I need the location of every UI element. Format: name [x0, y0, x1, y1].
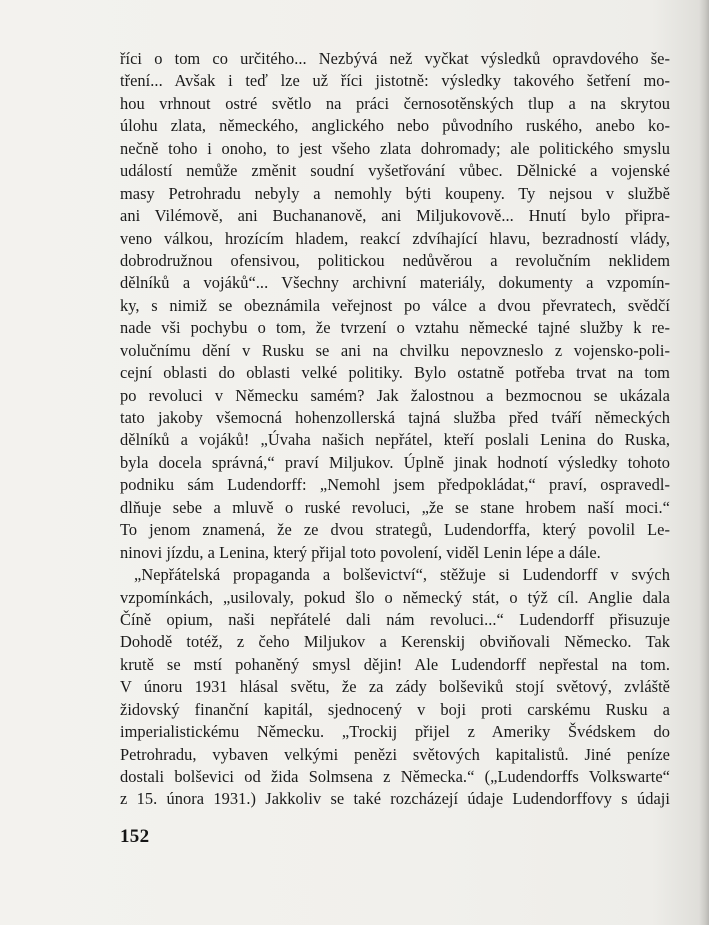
text-line-32: Petrohradu, vybaven velkými penězi světových kapitalistů. Jiné peníze: [120, 744, 670, 764]
text-line-2: tření... Avšak i teď lze už říci jistotně: výsledky takového šetření mo-: [120, 71, 670, 91]
text-line-9: veno válkou, hrozícím hladem, reakcí zdvíhající hlavu, bezradností vlády,: [120, 228, 670, 248]
text-line-18: dělníků a vojáků! „Úvaha našich nepřátel, kteří poslali Lenina do Ruska,: [120, 430, 670, 450]
text-line-21: dlňuje sebe a mluvě o ruské revoluci, „že se stane hrobem naší moci.“: [120, 497, 670, 517]
text-line-28: krutě se mstí pohaněný smysl dějin! Ale Ludendorff nepřestal na tom.: [120, 654, 670, 674]
text-line-10: dobrodružnou ofensivou, politickou nedůvěrou a revolučním neklidem: [120, 250, 670, 270]
text-line-13: nade vši pochybu o tom, že tvrzení o vztahu německé tajné služby k re-: [120, 318, 670, 338]
text-line-8: ani Vilémově, ani Buchananově, ani Miljukovově... Hnutí bylo připra-: [120, 206, 670, 226]
text-line-30: židovský finanční kapitál, sjednocený v boji proti carskému Rusku a: [120, 699, 670, 719]
text-line-34: z 15. února 1931.) Jakkoliv se také rozcházejí údaje Ludendorffovy s údaji: [120, 789, 670, 809]
text-line-3: hou vrhnout ostré světlo na práci černosotěnských tlup a na skrytou: [120, 93, 670, 113]
text-line-31: imperialistickému Německu. „Trockij přijel z Ameriky Švédskem do: [120, 722, 670, 742]
page-edge-shadow: [699, 0, 709, 925]
text-line-26: Číně opium, naši nepřátelé dali nám revoluci...“ Ludendorff přisuzuje: [120, 609, 670, 629]
text-line-27: Dohodě totéž, z čeho Miljukov a Kerenskij obviňovali Německo. Tak: [120, 632, 670, 652]
page-number: 152: [120, 826, 150, 847]
text-line-4: úlohu zlata, německého, anglického nebo původního ruského, anebo ko-: [120, 116, 670, 136]
text-line-19: byla docela správná,“ praví Miljukov. Úplně jinak hodnotí výsledky tohoto: [120, 452, 670, 472]
text-line-14: volučnímu dění v Rusku se ani na chvilku nepovzneslo z vojensko-poli-: [120, 340, 670, 360]
text-line-12: ky, s nimiž se obeznámila veřejnost po válce a dvou převratech, svědčí: [120, 295, 670, 315]
text-line-15: cejní oblasti do oblasti velké politiky. Bylo ostatně potřeba trvat na tom: [120, 363, 670, 383]
text-line-24: „Nepřátelská propaganda a bolševictví“, stěžuje si Ludendorff v svých: [134, 565, 670, 585]
text-line-6: událostí nemůže změnit soudní vyšetřování vůbec. Dělnické a vojenské: [120, 161, 670, 181]
text-line-29: V únoru 1931 hlásal světu, že za zády bolševiků stojí světový, zvláště: [120, 677, 670, 697]
body-text: [120, 48, 670, 811]
text-line-11: dělníků a vojáků“... Všechny archivní materiály, dokumenty a vzpomín-: [120, 273, 670, 293]
text-line-7: masy Petrohradu nebyly a nemohly býti koupeny. Ty nejsou v službě: [120, 183, 670, 203]
text-line-22: To jenom znamená, že ze dvou strategů, Ludendorffa, který povolil Le-: [120, 520, 670, 540]
text-line-5: nečně toho i onoho, to jest všeho zlata dohromady; ale politického smyslu: [120, 138, 670, 158]
text-line-20: podniku sám Ludendorff: „Nemohl jsem předpokládat,“ praví, ospravedl-: [120, 475, 670, 495]
text-line-23: ninovi jízdu, a Lenina, který přijal toto povolení, viděl Lenin lépe a dále.: [120, 542, 601, 562]
text-line-16: po revoluci v Německu samém? Jak žalostnou a bezmocnou se ukázala: [120, 385, 670, 405]
text-line-33: dostali bolševici od žida Solmsena z Německa.“ („Ludendorffs Volkswarte“: [120, 767, 670, 786]
text-line-25: vzpomínkách, „usilovaly, pokud šlo o německý stát, o týž cíl. Anglie dala: [120, 587, 670, 607]
text-line-1: říci o tom co určitého... Nezbývá než vyčkat výsledků opravdového še-: [120, 49, 670, 68]
text-line-17: tato jakoby všemocná hohenzollerská tajná služba před tváří německých: [120, 408, 670, 427]
